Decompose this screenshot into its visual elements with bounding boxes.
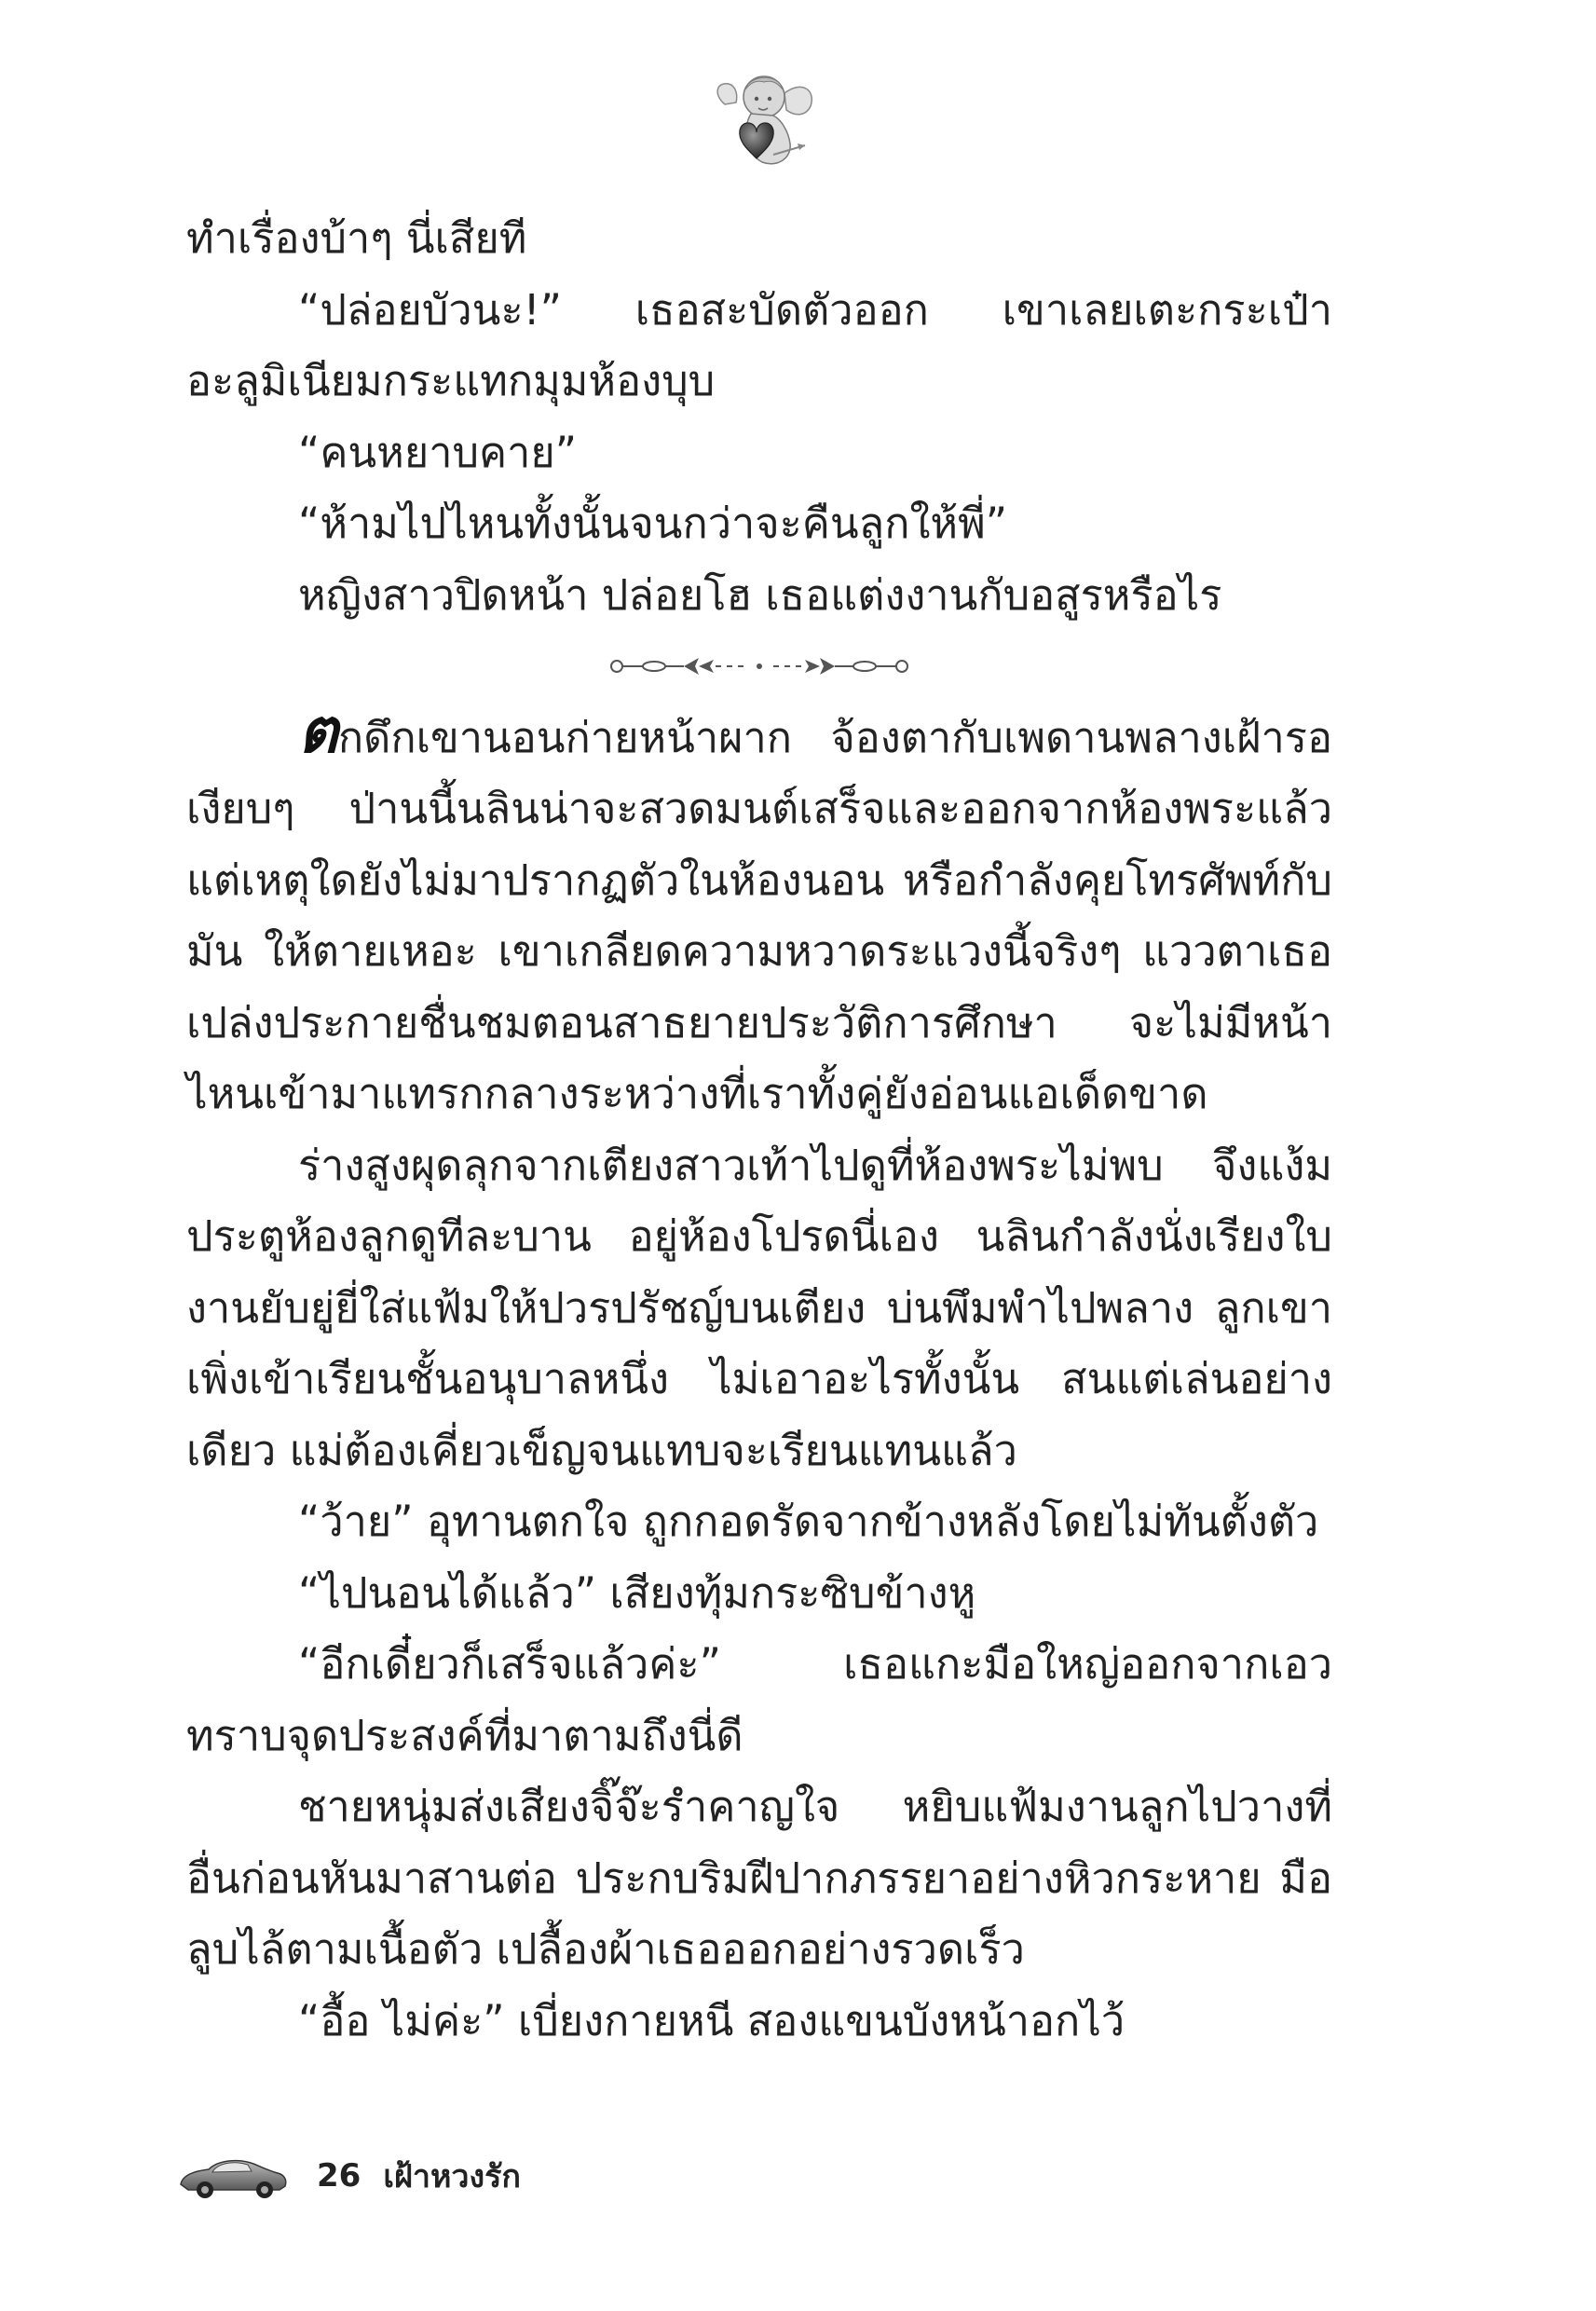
paragraph-2: “ปล่อยบัวนะ!” เธอสะบัดตัวออก เขาเลยเตะกระเป๋าอะลูมิเนียมกระแทกมุมห้องบุบ xyxy=(186,284,1332,405)
drop-cap: ต xyxy=(298,694,338,767)
paragraph-4: “ห้ามไปไหนทั้งนั้นจนกว่าจะคืนลูกให้พี่” xyxy=(298,499,1008,548)
paragraph-10: “อีกเดี๋ยวก็เสร็จแล้วค่ะ” เธอแกะมือใหญ่ออกจากเอว ทราบจุดประสงค์ที่มาตามถึงนี่ดี xyxy=(186,1639,1332,1760)
paragraph-6-text: กดึกเขานอนก่ายหน้าผาก จ้องตากับเพดานพลางเฝ้ารอเงียบๆ ป่านนี้นลินน่าจะสวดมนต์เสร็จและออกจากห้องพระแล้ว แต่เหตุใดยังไม่มาปรากฏตัวในห้องนอน หรือกำลังคุยโทรศัพท์กับมัน ให้ตายเหอะ เขาเกลียดความหวาดระแวงนี้จริงๆ แววตาเธอเปล่งประกายชื่นชมตอนสาธยายประวัติการศึกษา จะไม่มีหน้าไหนเข้ามาแทรกกลางระหว่างที่เราทั้งคู่ยังอ่อนแอเด็ดขาด xyxy=(186,712,1332,1118)
paragraph-9: “ไปนอนได้แล้ว” เสียงทุ้มกระซิบข้างหู xyxy=(298,1567,976,1618)
body-text xyxy=(186,203,1332,2057)
paragraph-8: “ว้าย” อุทานตกใจ ถูกกอดรัดจากข้างหลังโดยไม่ทันตั้งตัว xyxy=(298,1497,1319,1546)
section-break xyxy=(186,631,1332,703)
paragraph-5: หญิงสาวปิดหน้า ปล่อยโฮ เธอแต่งงานกับอสูรหรือไร xyxy=(298,569,1222,620)
paragraph-11: ชายหนุ่มส่งเสียงจิ๊จ๊ะรำคาญใจ หยิบแฟ้มงานลูกไปวางที่อื่นก่อนหันมาสานต่อ ประกบริมฝีปากภรรยาอย่างหิวกระหาย มือลูบไล้ตามเนื้อตัว เปลื้องผ้าเธอออกอย่างรวดเร็ว xyxy=(186,1782,1332,1974)
paragraph-12: “อื้อ ไม่ค่ะ” เบี่ยงกายหนี สองแขนบังหน้าอกไว้ xyxy=(298,1995,1125,2045)
paragraph-6 xyxy=(186,694,1332,1130)
paragraph-7: ร่างสูงผุดลุกจากเตียงสาวเท้าไปดูที่ห้องพระไม่พบ จึงแง้มประตูห้องลูกดูทีละบาน อยู่ห้องโปรดนี่เอง นลินกำลังนั่งเรียงใบงานยับยู่ยี่ใส่แฟ้มให้ปวรปรัชญ์บนเตียง บ่นพึมพำไปพลาง ลูกเขาเพิ่งเข้าเรียนชั้นอนุบาลหนึ่ง ไม่เอาอะไรทั้งนั้น สนแต่เล่นอย่างเดียว แม่ต้องเคี่ยวเข็ญจนแทบจะเรียนแทนแล้ว xyxy=(186,1140,1332,1475)
page-number: 26 xyxy=(317,2157,361,2195)
cherub-with-heart-icon xyxy=(708,65,820,177)
book-title: เฝ้าหวงรัก xyxy=(383,2158,521,2195)
sports-car-icon xyxy=(177,2149,289,2203)
ornament-divider-icon xyxy=(606,652,913,680)
paragraph-3: “คนหยาบคาย” xyxy=(298,427,578,477)
page-footer xyxy=(177,2143,521,2208)
paragraph-1: ทำเรื่องบ้าๆ นี่เสียที xyxy=(186,213,527,263)
